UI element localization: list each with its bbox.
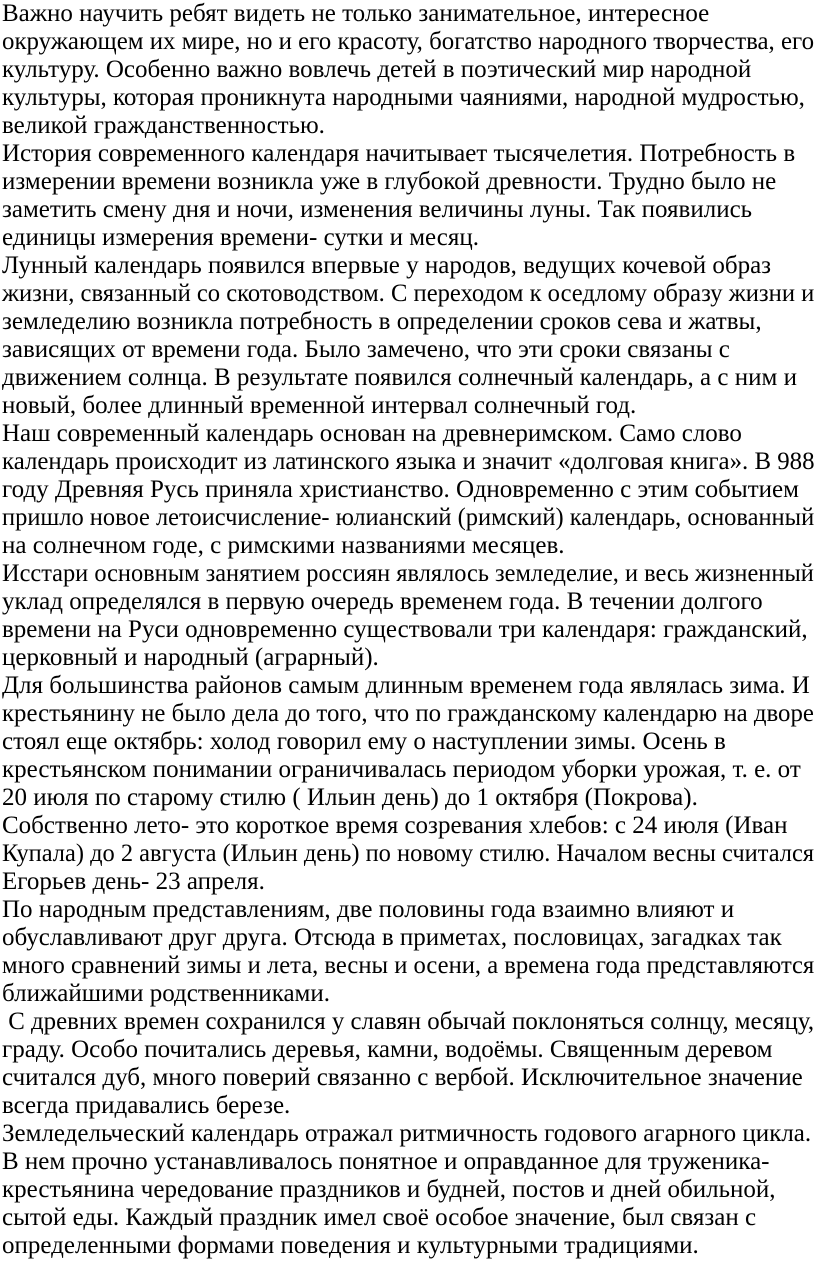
text-line: граду. Особо почитались деревья, камни, водоёмы. Священным деревом [2, 1036, 773, 1063]
text-line: на солнечном годе, с римскими названиями месяцев. [2, 532, 565, 559]
text-line: История современного календаря начитывает тысячелетия. Потребность в [2, 140, 796, 167]
text-line: Важно научить ребят видеть не только занимательное, интересное [2, 0, 710, 27]
text-line: единицы измерения времени- сутки и месяц. [2, 224, 479, 251]
text-line: зависящих от времени года. Было замечено, что эти сроки связаны с [2, 336, 730, 363]
text-line: Лунный календарь появился впервые у народов, ведущих кочевой образ [2, 252, 772, 279]
text-line: много сравнений зимы и лета, весны и осени, а времена года представляются [2, 952, 815, 979]
text-line: С древних времен сохранился у славян обычай поклоняться солнцу, месяцу, [2, 1008, 815, 1035]
text-line: По народным представлениям, две половины года взаимно влияют и [2, 896, 735, 923]
text-line: Наш современный календарь основан на древнеримском. Само слово [2, 420, 742, 447]
text-line: крестьянину не было дела до того, что по гражданскому календарю на дворе [2, 700, 814, 727]
text-line: Купала) до 2 августа (Ильин день) по новому стилю. Началом весны считался [2, 840, 815, 867]
text-line: новый, более длинный временной интервал солнечный год. [2, 392, 637, 419]
text-line: обуславливают друг друга. Отсюда в приметах, пословицах, загадках так [2, 924, 782, 951]
text-line: жизни, связанный со скотоводством. С переходом к оседлому образу жизни и [2, 280, 815, 307]
text-line: ближайшими родственниками. [2, 980, 331, 1007]
text-line: пришло новое летоисчисление- юлианский (римский) календарь, основанный [2, 504, 815, 531]
text-line: всегда придавались березе. [2, 1092, 291, 1119]
text-line: окружающем их мире, но и его красоту, богатство народного творчества, его [2, 28, 815, 55]
text-line: Исстари основным занятием россиян являлось земледелие, и весь жизненный [2, 560, 814, 587]
text-line: крестьянском понимании ограничивалась периодом уборки урожая, т. е. от [2, 756, 801, 783]
text-line: заметить смену дня и ночи, изменения величины луны. Так появились [2, 196, 753, 223]
text-line: великой гражданственностью. [2, 112, 325, 139]
text-line: времени на Руси одновременно существовали три календаря: гражданский, [2, 616, 808, 643]
text-line: Егорьев день- 23 апреля. [2, 868, 265, 895]
text-line: Собственно лето- это короткое время созревания хлебов: с 24 июля (Иван [2, 812, 788, 839]
text-line: земледелию возникла потребность в определении сроков сева и жатвы, [2, 308, 762, 335]
text-line: культуры, которая проникнута народными чаяниями, народной мудростью, [2, 84, 805, 111]
text-line: культуру. Особенно важно вовлечь детей в поэтический мир народной [2, 56, 752, 83]
text-line: Земледельческий календарь отражал ритмичность годового агарного цикла. [2, 1120, 812, 1147]
text-line: сытой еды. Каждый праздник имел своё особое значение, был связан с [2, 1204, 757, 1231]
text-line: определенными формами поведения и культурными традициями. [2, 1232, 699, 1259]
text-line: Для большинства районов самым длинным временем года являлась зима. И [2, 672, 810, 699]
text-line: 20 июля по старому стилю ( Ильин день) до 1 октября (Покрова). [2, 784, 698, 811]
text-line: году Древняя Русь приняла христианство. Одновременно с этим событием [2, 476, 799, 503]
text-line: движением солнца. В результате появился солнечный календарь, а с ним и [2, 364, 797, 391]
text-line: крестьянина чередование праздников и будней, постов и дней обильной, [2, 1176, 776, 1203]
text-line: измерении времени возникла уже в глубокой древности. Трудно было не [2, 168, 777, 195]
text-line: В нем прочно устанавливалось понятное и оправданное для труженика- [2, 1148, 770, 1175]
text-line: стоял еще октябрь: холод говорил ему о наступлении зимы. Осень в [2, 728, 726, 755]
text-line: уклад определялся в первую очередь временем года. В течении долгого [2, 588, 763, 615]
text-line: церковный и народный (аграрный). [2, 644, 379, 671]
text-line: считался дуб, много поверий связанно с вербой. Исключительное значение [2, 1064, 803, 1091]
text-line: календарь происходит из латинского языка и значит «долговая книга». В 988 [2, 448, 815, 475]
